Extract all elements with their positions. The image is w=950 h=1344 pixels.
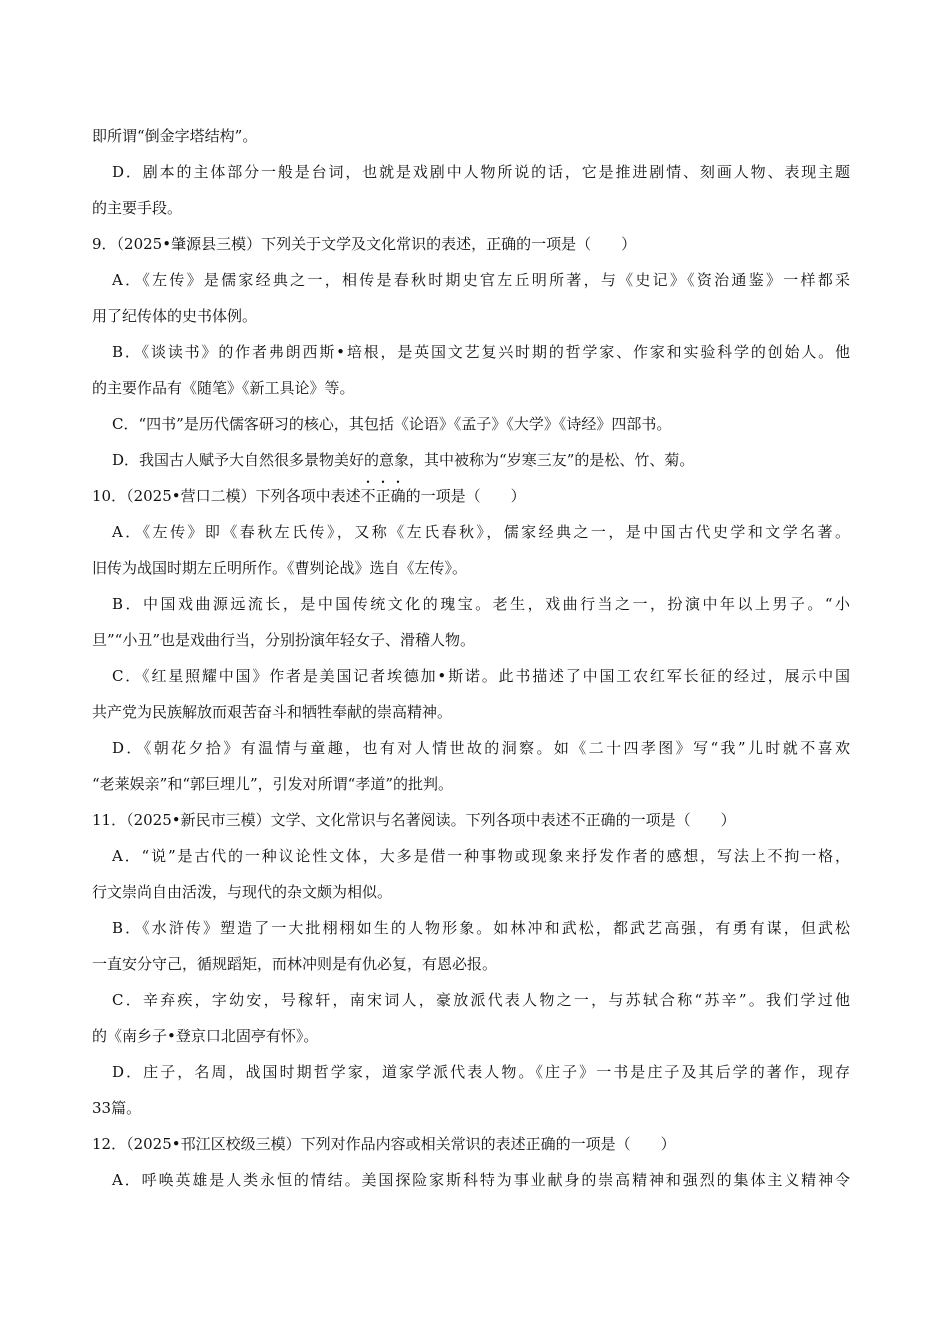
q11-option-c: C．辛弃疾，字幼安，号稼轩，南宋词人，豪放派代表人物之一，与苏轼合称“苏辛”。我们学过他 [112, 991, 850, 1009]
q11-option-a-cont: 行文崇尚自由活泼，与现代的杂文颇为相似。 [92, 883, 393, 901]
q11-option-b-cont: 一直安分守己，循规蹈矩，而林冲则是有仇必复，有恩必报。 [92, 955, 498, 973]
q11-option-d: D．庄子，名周，战国时期哲学家，道家学派代表人物。《庄子》一书是庄子及其后学的著作，现存 [112, 1063, 850, 1081]
q9-option-a: A．《左传》是儒家经典之一，相传是春秋时期史官左丘明所著，与《史记》《资治通鉴》一样都采 [112, 271, 850, 289]
q9-option-b: B．《谈读书》的作者弗朗西斯•培根，是英国文艺复兴时期的哲学家、作家和实验科学的创始人。他 [112, 343, 850, 361]
q10-option-c: C．《红星照耀中国》作者是美国记者埃德加•斯诺。此书描述了中国工农红军长征的经过，展示中国 [112, 667, 850, 685]
q10-option-d-cont: “老莱娱亲”和“郭巨埋儿”，引发对所谓“孝道”的批判。 [92, 775, 454, 793]
q10-stem-emphasis: 不正确 [360, 487, 406, 505]
q10-option-a-cont: 旧传为战国时期左丘明所作。《曹刿论战》选自《左传》。 [92, 559, 468, 577]
q9-option-d: D．我国古人赋予大自然很多景物美好的意象，其中被称为“岁寒三友”的是松、竹、菊。 [112, 451, 695, 469]
q9-option-b-cont: 的主要作品有《随笔》《新工具论》等。 [92, 379, 355, 397]
q10-stem-pre: 10．（2025•营口二模）下列各项中表述 [92, 487, 361, 505]
q11-option-c-cont: 的《南乡子•登京口北固亭有怀》。 [92, 1027, 319, 1045]
q10-stem-post: 的一项是（ ） [405, 487, 526, 505]
q11-stem: 11．（2025•新民市三模）文学、文化常识与名著阅读。下列各项中表述不正确的一项是（ ） [92, 811, 736, 829]
q11-option-a: A．“说”是古代的一种议论性文体，大多是借一种事物或现象来抒发作者的感想，写法上不拘一格， [112, 847, 850, 865]
q9-option-c: C．“四书”是历代儒客研习的核心，其包括《论语》《孟子》《大学》《诗经》四部书。 [112, 415, 672, 433]
q12-stem: 12．（2025•邗江区校级三模）下列对作品内容或相关常识的表述正确的一项是（ ） [92, 1135, 676, 1153]
q10-option-b: B．中国戏曲源远流长，是中国传统文化的瑰宝。老生，戏曲行当之一，扮演中年以上男子。“小 [112, 595, 850, 613]
q8-option-d-cont: 的主要手段。 [92, 199, 183, 217]
q8-option-d: D．剧本的主体部分一般是台词，也就是戏剧中人物所说的话，它是推进剧情、刻画人物、表现主题 [112, 163, 850, 181]
q10-option-c-cont: 共产党为民族解放而艰苦奋斗和牺牲奉献的崇高精神。 [92, 703, 453, 721]
q8-continuation: 即所谓“倒金字塔结构”。 [92, 127, 258, 145]
q12-option-a: A．呼唤英雄是人类永恒的情结。美国探险家斯科特为事业献身的崇高精神和强烈的集体主义精神令 [112, 1171, 850, 1189]
document-page [92, 118, 850, 1198]
q9-option-a-cont: 用了纪传体的史书体例。 [92, 307, 258, 325]
q10-stem [92, 478, 850, 514]
q10-option-d: D．《朝花夕拾》有温情与童趣，也有对人情世故的洞察。如《二十四孝图》写“我”儿时就不喜欢 [112, 739, 850, 757]
q9-stem: 9．（2025•肇源县三模）下列关于文学及文化常识的表述，正确的一项是（ ） [92, 235, 637, 253]
q11-option-d-cont: 33篇。 [92, 1099, 142, 1117]
q10-option-a: A．《左传》即《春秋左氏传》，又称《左氏春秋》，儒家经典之一，是中国古代史学和文学名著。 [112, 523, 850, 541]
q11-option-b: B．《水浒传》塑造了一大批栩栩如生的人物形象。如林冲和武松，都武艺高强，有勇有谋，但武松 [112, 919, 850, 937]
q10-option-b-cont: 旦”“小丑”也是戏曲行当，分别扮演年轻女子、滑稽人物。 [92, 631, 476, 649]
